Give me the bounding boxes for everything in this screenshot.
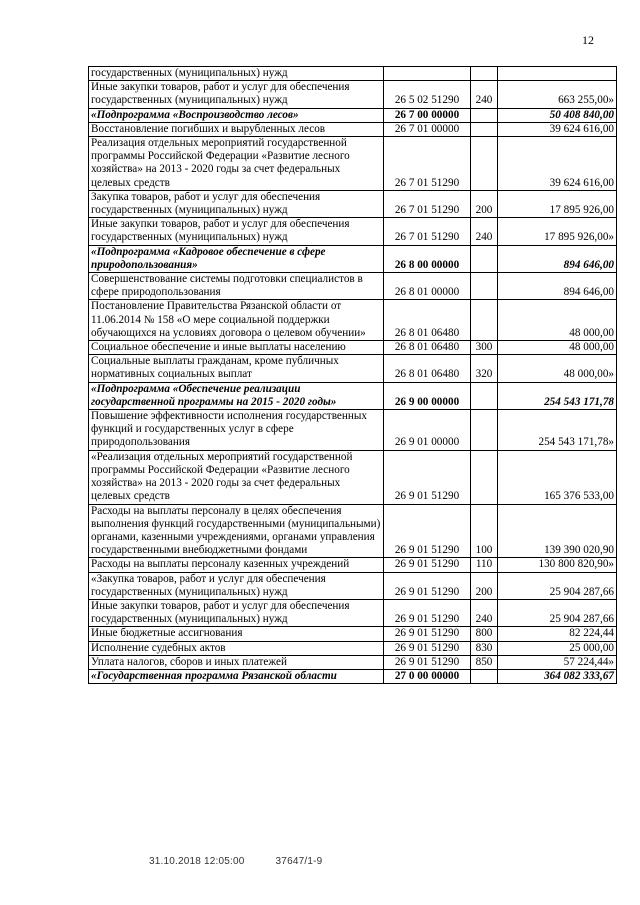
row-sum-cell: 48 000,00» <box>498 355 617 382</box>
row-code-cell: 26 8 01 06480 <box>384 300 471 341</box>
table-row <box>89 641 617 655</box>
row-code-cell: 26 9 01 51290 <box>384 641 471 655</box>
row-name-cell: Повышение эффективности исполнения государственных функций и государственных услуг в сфере природопользования <box>89 410 384 451</box>
row-name-cell: Постановление Правительства Рязанской области от 11.06.2014 № 158 «О мере социальной поддержки обучающихся на условиях договора о целевом обучении» <box>89 300 384 341</box>
row-sum-cell: 48 000,00 <box>498 341 617 355</box>
budget-table-body <box>89 67 617 684</box>
row-name-cell: «Государственная программа Рязанской области <box>89 669 384 683</box>
table-row <box>89 669 617 683</box>
row-code-cell: 26 9 01 51290 <box>384 599 471 626</box>
row-code-cell: 26 8 01 00000 <box>384 273 471 300</box>
row-type-cell: 200 <box>471 572 498 599</box>
row-type-cell: 240 <box>471 218 498 245</box>
table-row <box>89 355 617 382</box>
row-type-cell: 240 <box>471 599 498 626</box>
row-sum-cell: 17 895 926,00» <box>498 218 617 245</box>
row-sum-cell: 663 255,00» <box>498 81 617 108</box>
row-code-cell: 26 8 00 00000 <box>384 245 471 272</box>
row-sum-cell: 17 895 926,00 <box>498 190 617 217</box>
row-code-cell: 26 8 01 06480 <box>384 341 471 355</box>
row-code-cell: 26 9 01 00000 <box>384 410 471 451</box>
table-row <box>89 572 617 599</box>
table-row <box>89 341 617 355</box>
footer-doc-id: 37647/1-9 <box>275 856 323 867</box>
table-row <box>89 450 617 504</box>
table-row <box>89 190 617 217</box>
row-type-cell <box>471 273 498 300</box>
row-name-cell: Социальные выплаты гражданам, кроме публичных нормативных социальных выплат <box>89 355 384 382</box>
row-type-cell <box>471 137 498 191</box>
row-sum-cell: 165 376 533,00 <box>498 450 617 504</box>
row-code-cell: 26 9 01 51290 <box>384 627 471 641</box>
table-row <box>89 655 617 669</box>
budget-table <box>88 66 617 684</box>
row-name-cell: Расходы на выплаты персоналу в целях обеспечения выполнения функций государственными (муниципальными) органами, казенными учреждениями, органами управления государственными внебюджетными фондами <box>89 504 384 558</box>
row-sum-cell: 894 646,00 <box>498 245 617 272</box>
row-code-cell: 26 9 01 51290 <box>384 504 471 558</box>
row-code-cell: 26 7 01 51290 <box>384 137 471 191</box>
row-name-cell: «Подпрограмма «Кадровое обеспечение в сфере природопользования» <box>89 245 384 272</box>
row-sum-cell: 39 624 616,00 <box>498 137 617 191</box>
row-sum-cell: 139 390 020,90 <box>498 504 617 558</box>
row-sum-cell: 25 904 287,66 <box>498 599 617 626</box>
row-name-cell: Реализация отдельных мероприятий государственной программы Российской Федерации «Развитие лесного хозяйства» на 2013 - 2020 годы за счет федеральных целевых средств <box>89 137 384 191</box>
row-code-cell: 27 0 00 00000 <box>384 669 471 683</box>
row-name-cell: Иные закупки товаров, работ и услуг для обеспечения государственных (муниципальных) нужд <box>89 599 384 626</box>
row-code-cell: 26 9 01 51290 <box>384 572 471 599</box>
table-row <box>89 218 617 245</box>
row-sum-cell: 39 624 616,00 <box>498 122 617 136</box>
row-name-cell: Иные закупки товаров, работ и услуг для обеспечения государственных (муниципальных) нужд <box>89 218 384 245</box>
page-number: 12 <box>582 33 594 47</box>
table-row <box>89 122 617 136</box>
row-sum-cell: 130 800 820,90» <box>498 558 617 572</box>
table-row <box>89 558 617 572</box>
row-sum-cell: 50 408 840,00 <box>498 108 617 122</box>
row-sum-cell: 25 904 287,66 <box>498 572 617 599</box>
row-name-cell: Иные бюджетные ассигнования <box>89 627 384 641</box>
table-row <box>89 81 617 108</box>
row-type-cell: 830 <box>471 641 498 655</box>
table-row <box>89 504 617 558</box>
row-sum-cell: 82 224,44 <box>498 627 617 641</box>
table-row <box>89 67 617 81</box>
row-type-cell <box>471 122 498 136</box>
row-type-cell: 200 <box>471 190 498 217</box>
row-type-cell <box>471 67 498 81</box>
row-code-cell: 26 9 01 51290 <box>384 655 471 669</box>
table-row <box>89 599 617 626</box>
row-code-cell: 26 9 01 51290 <box>384 558 471 572</box>
row-type-cell: 850 <box>471 655 498 669</box>
row-type-cell <box>471 382 498 409</box>
table-row <box>89 382 617 409</box>
row-type-cell: 240 <box>471 81 498 108</box>
row-name-cell: Исполнение судебных актов <box>89 641 384 655</box>
row-type-cell <box>471 410 498 451</box>
table-row <box>89 300 617 341</box>
row-sum-cell: 48 000,00 <box>498 300 617 341</box>
table-row <box>89 137 617 191</box>
table-row <box>89 108 617 122</box>
row-sum-cell: 894 646,00 <box>498 273 617 300</box>
row-type-cell <box>471 450 498 504</box>
table-row <box>89 410 617 451</box>
row-name-cell: «Закупка товаров, работ и услуг для обеспечения государственных (муниципальных) нужд <box>89 572 384 599</box>
row-name-cell: Социальное обеспечение и иные выплаты населению <box>89 341 384 355</box>
row-name-cell: государственных (муниципальных) нужд <box>89 67 384 81</box>
row-name-cell: «Реализация отдельных мероприятий государственной программы Российской Федерации «Развитие лесного хозяйства» на 2013 - 2020 годы за счет федеральных целевых средств <box>89 450 384 504</box>
document-footer <box>149 856 350 867</box>
row-sum-cell: 57 224,44» <box>498 655 617 669</box>
row-name-cell: Восстановление погибших и вырубленных лесов <box>89 122 384 136</box>
row-sum-cell: 254 543 171,78 <box>498 382 617 409</box>
row-type-cell: 320 <box>471 355 498 382</box>
row-name-cell: «Подпрограмма «Обеспечение реализации государственной программы на 2015 - 2020 годы» <box>89 382 384 409</box>
row-code-cell: 26 7 01 51290 <box>384 218 471 245</box>
row-type-cell: 800 <box>471 627 498 641</box>
row-type-cell: 300 <box>471 341 498 355</box>
row-name-cell: Расходы на выплаты персоналу казенных учреждений <box>89 558 384 572</box>
row-type-cell <box>471 669 498 683</box>
row-name-cell: «Подпрограмма «Воспроизводство лесов» <box>89 108 384 122</box>
row-type-cell <box>471 108 498 122</box>
row-name-cell: Иные закупки товаров, работ и услуг для обеспечения государственных (муниципальных) нужд <box>89 81 384 108</box>
row-code-cell: 26 7 01 51290 <box>384 190 471 217</box>
row-name-cell: Уплата налогов, сборов и иных платежей <box>89 655 384 669</box>
row-type-cell: 110 <box>471 558 498 572</box>
row-sum-cell: 364 082 333,67 <box>498 669 617 683</box>
row-type-cell: 100 <box>471 504 498 558</box>
row-type-cell <box>471 245 498 272</box>
row-code-cell: 26 9 01 51290 <box>384 450 471 504</box>
row-code-cell: 26 8 01 06480 <box>384 355 471 382</box>
footer-timestamp: 31.10.2018 12:05:00 <box>149 856 245 867</box>
table-row <box>89 245 617 272</box>
table-row <box>89 273 617 300</box>
row-name-cell: Совершенствование системы подготовки специалистов в сфере природопользования <box>89 273 384 300</box>
row-sum-cell: 254 543 171,78» <box>498 410 617 451</box>
row-sum-cell <box>498 67 617 81</box>
row-code-cell: 26 9 00 00000 <box>384 382 471 409</box>
row-sum-cell: 25 000,00 <box>498 641 617 655</box>
row-name-cell: Закупка товаров, работ и услуг для обеспечения государственных (муниципальных) нужд <box>89 190 384 217</box>
row-type-cell <box>471 300 498 341</box>
table-row <box>89 627 617 641</box>
row-code-cell: 26 7 00 00000 <box>384 108 471 122</box>
row-code-cell: 26 5 02 51290 <box>384 81 471 108</box>
row-code-cell <box>384 67 471 81</box>
row-code-cell: 26 7 01 00000 <box>384 122 471 136</box>
